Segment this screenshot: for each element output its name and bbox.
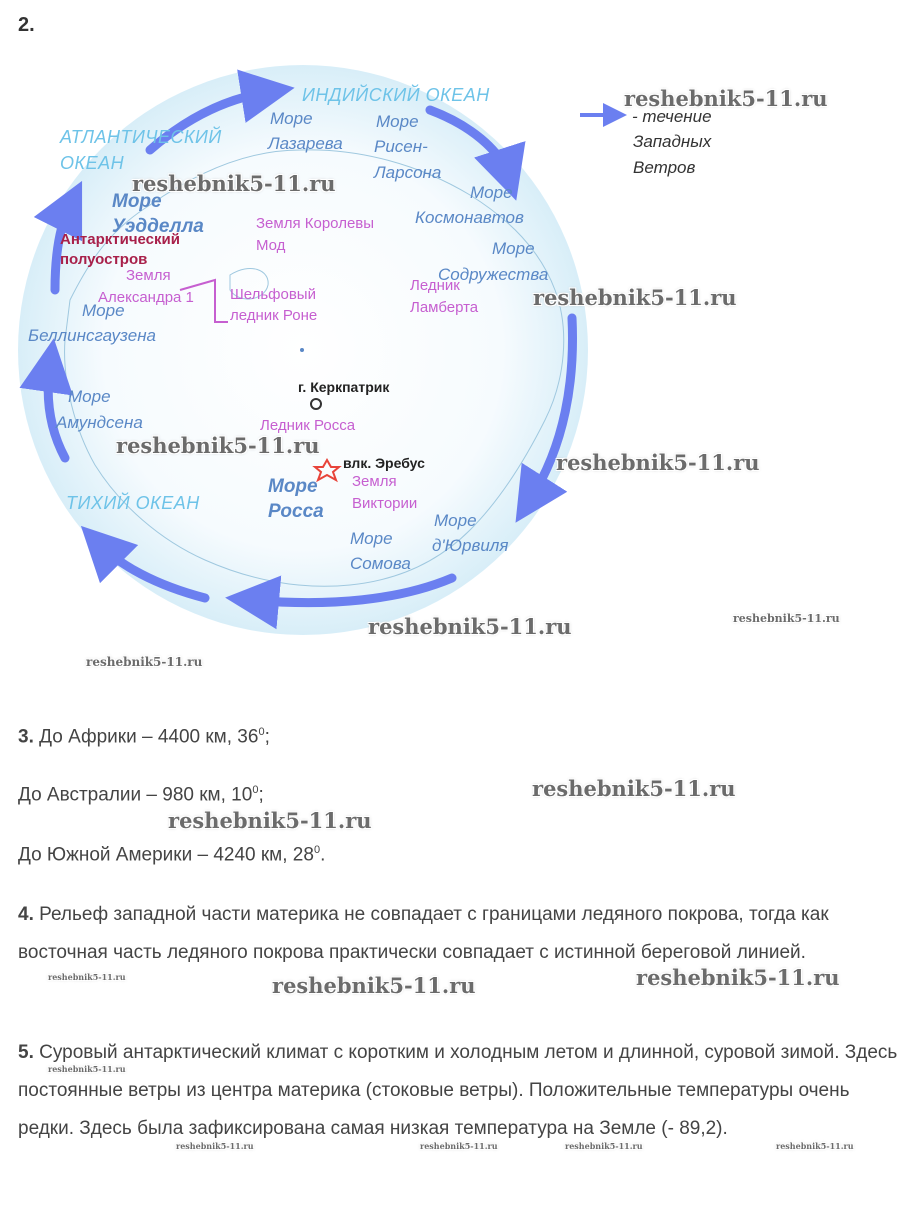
- victoria-land-2: Виктории: [352, 495, 418, 512]
- indian-ocean-label: ИНДИЙСКИЙ ОКЕАН: [302, 85, 490, 105]
- lambert-glacier-1: Ледник: [410, 277, 460, 294]
- ross-glacier: Ледник Росса: [260, 417, 356, 434]
- sodr-sea-2: Содружества: [438, 265, 549, 284]
- task3-line2-end: ;: [258, 784, 264, 806]
- watermark: reshebnik5-11.ru: [556, 450, 760, 475]
- degree-sup: 0: [252, 784, 259, 796]
- task3-line1: [18, 727, 270, 746]
- maud-land-1: Земля Королевы: [256, 215, 375, 232]
- erebus-label: влк. Эребус: [343, 455, 425, 471]
- peninsula-label-2: полуостров: [60, 251, 148, 268]
- peninsula-label-1: Антарктический: [60, 231, 180, 248]
- task5-paragraph: [18, 1034, 898, 1148]
- weddell-sea-2: Уэдделла: [112, 216, 204, 237]
- durv-sea-1: Море: [434, 511, 477, 530]
- alexander-land-1: Земля: [126, 267, 171, 284]
- task3-line1-end: ;: [264, 726, 270, 748]
- bell-sea-1: Море: [82, 301, 125, 320]
- cosmo-sea-1: Море: [470, 183, 513, 202]
- ronne-shelf-1: Шельфовый: [230, 286, 316, 303]
- watermark: reshebnik5-11.ru: [132, 171, 336, 196]
- legend-line-2: Западных: [633, 132, 712, 151]
- task5-text: Суровый антарктический климат с коротким и холодным летом и длинной, суровой зимой. Здесь постоянные ветры из центра материка (стоковые ветры). Положительные температуры очень редки. Здесь была зафиксирована самая низкая температура на Земле (- 89,2).: [18, 1042, 898, 1139]
- watermark: reshebnik5-11.ru: [48, 972, 126, 982]
- watermark: reshebnik5-11.ru: [86, 655, 203, 669]
- lambert-glacier-2: Ламберта: [410, 299, 479, 316]
- ross-sea-1: Море: [268, 476, 318, 497]
- ronne-shelf-2: ледник Роне: [230, 307, 318, 324]
- task3-line3-text: До Южной Америки – 4240 км, 28: [18, 844, 314, 866]
- task3-line3: [18, 845, 325, 864]
- task3-line3-end: .: [320, 844, 326, 866]
- watermark: reshebnik5-11.ru: [624, 86, 828, 111]
- ross-sea-2: Росса: [268, 501, 324, 522]
- somov-sea-1: Море: [350, 529, 393, 548]
- alexander-land-2: Александра 1: [98, 289, 194, 306]
- watermark: reshebnik5-11.ru: [533, 285, 737, 310]
- watermark: reshebnik5-11.ru: [420, 1141, 498, 1151]
- task4-text: Рельеф западной части материка не совпадает с границами ледяного покрова, тогда как восточная часть ледяного покрова практически совпадает с истинной береговой линией.: [18, 904, 829, 963]
- task3-line2: [18, 785, 264, 804]
- pacific-ocean-label: ТИХИЙ ОКЕАН: [66, 493, 200, 513]
- watermark: reshebnik5-11.ru: [565, 1141, 643, 1151]
- watermark: reshebnik5-11.ru: [272, 973, 476, 998]
- task2-number: 2.: [18, 14, 35, 36]
- watermark: reshebnik5-11.ru: [776, 1141, 854, 1151]
- sodr-sea-1: Море: [492, 239, 535, 258]
- task3-line1-text: До Африки – 4400 км, 36: [39, 726, 259, 748]
- watermark: reshebnik5-11.ru: [368, 614, 572, 639]
- riser-sea-2: Рисен-: [374, 137, 428, 156]
- legend-line-1: - течение: [632, 107, 712, 126]
- watermark: reshebnik5-11.ru: [636, 965, 840, 990]
- degree-sup: 0: [313, 844, 321, 856]
- durv-sea-2: д'Юрвиля: [432, 536, 509, 555]
- lazarev-sea-1: Море: [270, 109, 313, 128]
- task5-number: 5.: [18, 1042, 34, 1063]
- watermark: reshebnik5-11.ru: [733, 612, 840, 625]
- task4-number: 4.: [18, 904, 34, 925]
- atlantic-ocean-label-1: АТЛАНТИЧЕСКИЙ: [60, 127, 222, 147]
- atlantic-ocean-label-2: ОКЕАН: [60, 153, 125, 173]
- riser-sea-1: Море: [376, 112, 419, 131]
- victoria-land-1: Земля: [352, 473, 397, 490]
- bell-sea-2: Беллинсгаузена: [28, 326, 156, 345]
- cosmo-sea-2: Космонавтов: [415, 208, 524, 227]
- degree-sup: 0: [258, 726, 265, 738]
- watermark: reshebnik5-11.ru: [532, 776, 736, 801]
- weddell-sea-1: Море: [112, 191, 162, 212]
- kirkpatrick-label: г. Керкпатрик: [298, 379, 390, 395]
- watermark: reshebnik5-11.ru: [48, 1064, 126, 1074]
- riser-sea-3: Ларсона: [374, 163, 442, 182]
- watermark: reshebnik5-11.ru: [116, 433, 320, 458]
- lazarev-sea-2: Лазарева: [268, 134, 343, 153]
- watermark: reshebnik5-11.ru: [168, 808, 372, 833]
- task3-line2-text: До Австралии – 980 км, 10: [18, 784, 253, 806]
- legend-line-3: Ветров: [633, 158, 696, 177]
- amund-sea-2: Амундсена: [56, 413, 143, 432]
- task4-paragraph: [18, 896, 898, 972]
- watermark: reshebnik5-11.ru: [176, 1141, 254, 1151]
- task3-number: 3.: [18, 726, 34, 748]
- somov-sea-2: Сомова: [350, 554, 411, 573]
- maud-land-2: Мод: [256, 237, 286, 254]
- amund-sea-1: Море: [68, 387, 111, 406]
